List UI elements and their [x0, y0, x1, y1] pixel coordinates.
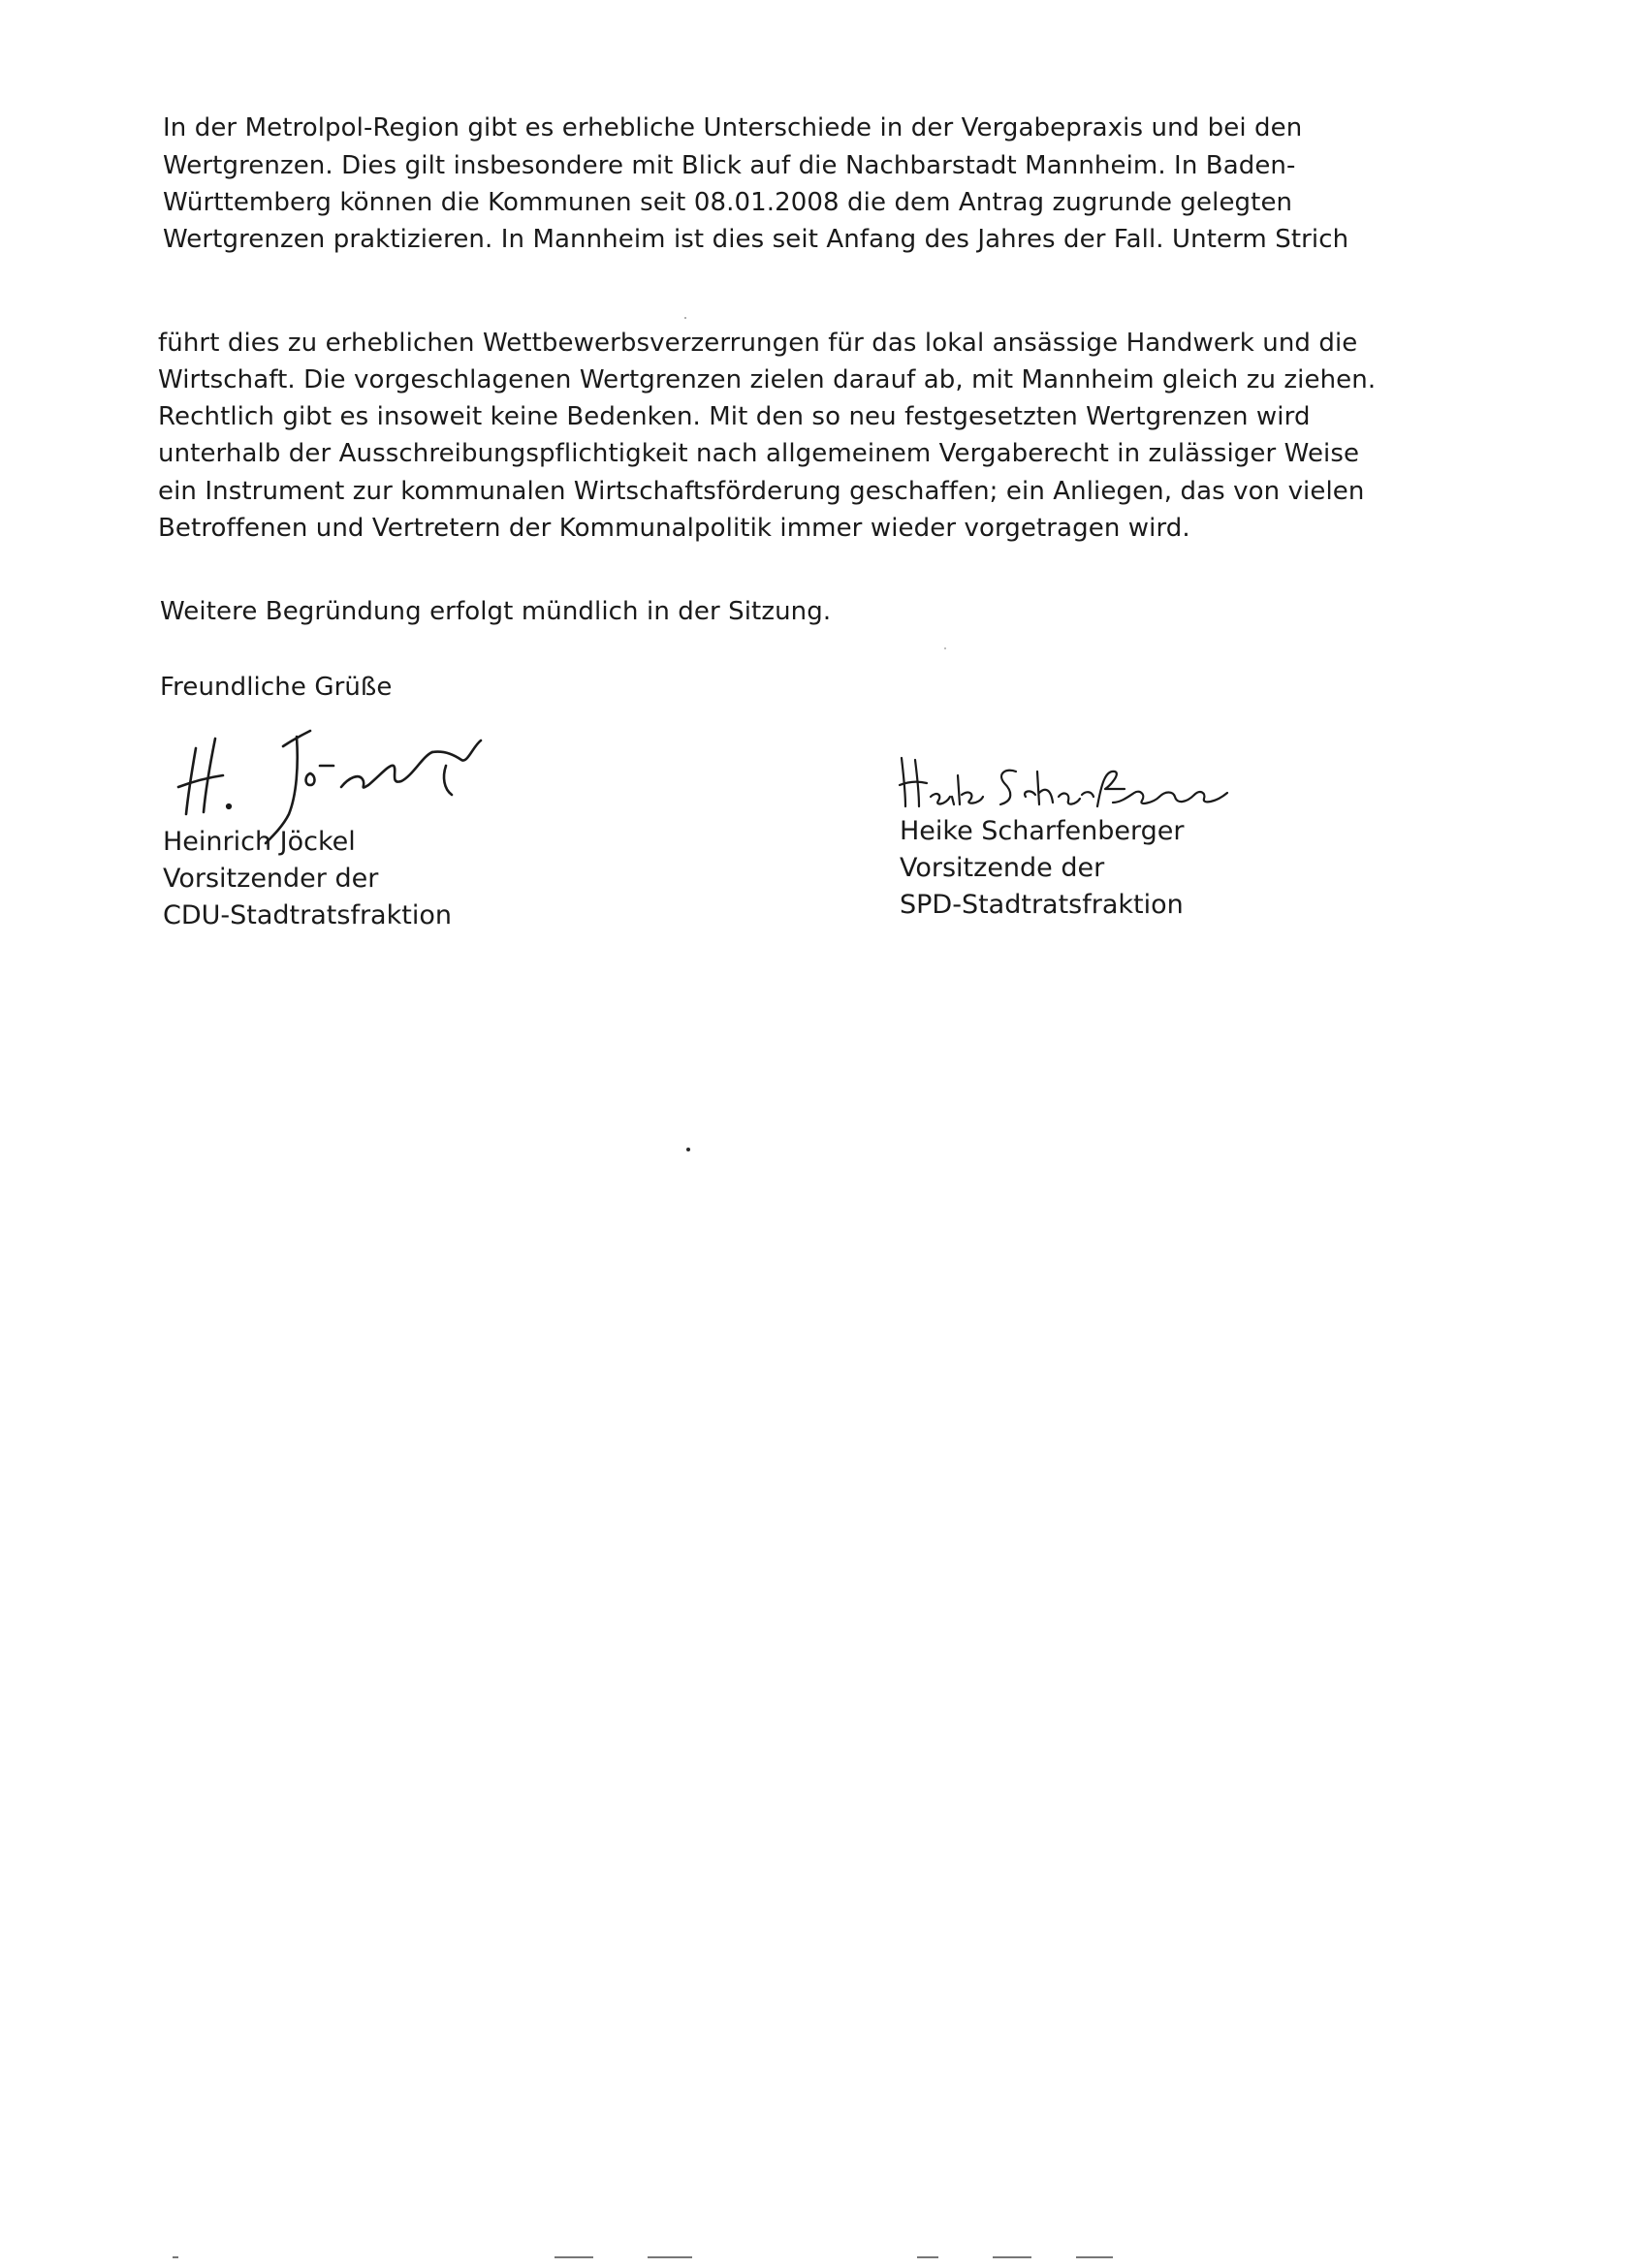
signatory-right-role: Vorsitzende der — [900, 853, 1105, 883]
paragraph-1-line: Wertgrenzen praktizieren. In Mannheim ist dies seit Anfang des Jahres der Fall. Unterm Strich — [163, 225, 1349, 254]
paragraph-1-line: In der Metrolpol-Region gibt es erhebliche Unterschiede in der Vergabepraxis und bei den — [163, 113, 1303, 142]
paragraph-1-line: Wertgrenzen. Dies gilt insbesondere mit Blick auf die Nachbarstadt Mannheim. In Baden- — [163, 151, 1296, 180]
scan-speck — [944, 647, 946, 649]
handwritten-signature-right — [892, 746, 1241, 824]
paragraph-2-line: ein Instrument zur kommunalen Wirtschaftsförderung geschaffen; ein Anliegen, das von vielen — [158, 477, 1365, 506]
paragraph-2-line: führt dies zu erheblichen Wettbewerbsverzerrungen für das lokal ansässige Handwerk und die — [158, 329, 1358, 358]
paragraph-1-line: Württemberg können die Kommunen seit 08.01.2008 die dem Antrag zugrunde gelegten — [163, 188, 1293, 217]
scan-artifact — [993, 2256, 1031, 2258]
signatory-right-group: SPD-Stadtratsfraktion — [900, 890, 1184, 920]
scan-artifact — [1076, 2256, 1113, 2258]
paragraph-2-line: Wirtschaft. Die vorgeschlagenen Wertgrenzen zielen darauf ab, mit Mannheim gleich zu ziehen. — [158, 365, 1377, 394]
closing-note: Weitere Begründung erfolgt mündlich in der Sitzung. — [160, 597, 832, 626]
scan-artifact — [648, 2256, 692, 2258]
paragraph-2-line: Rechtlich gibt es insoweit keine Bedenken. Mit den so neu festgesetzten Wertgrenzen wird — [158, 402, 1311, 431]
signatory-left-name: Heinrich Jöckel — [163, 827, 356, 857]
signatory-left-role: Vorsitzender der — [163, 864, 379, 894]
signatory-right-name: Heike Scharfenberger — [900, 816, 1185, 846]
scan-artifact — [173, 2256, 178, 2258]
scan-artifact — [917, 2256, 938, 2258]
greeting: Freundliche Grüße — [160, 673, 393, 702]
paragraph-2-line: Betroffenen und Vertretern der Kommunalpolitik immer wieder vorgetragen wird. — [158, 514, 1190, 543]
signatory-left-group: CDU-Stadtratsfraktion — [163, 900, 452, 930]
scan-speck — [686, 1148, 690, 1151]
scan-artifact — [555, 2256, 593, 2258]
paragraph-2-line: unterhalb der Ausschreibungspflichtigkeit nach allgemeinem Vergaberecht in zulässiger Weise — [158, 439, 1360, 468]
scan-speck — [684, 317, 686, 319]
